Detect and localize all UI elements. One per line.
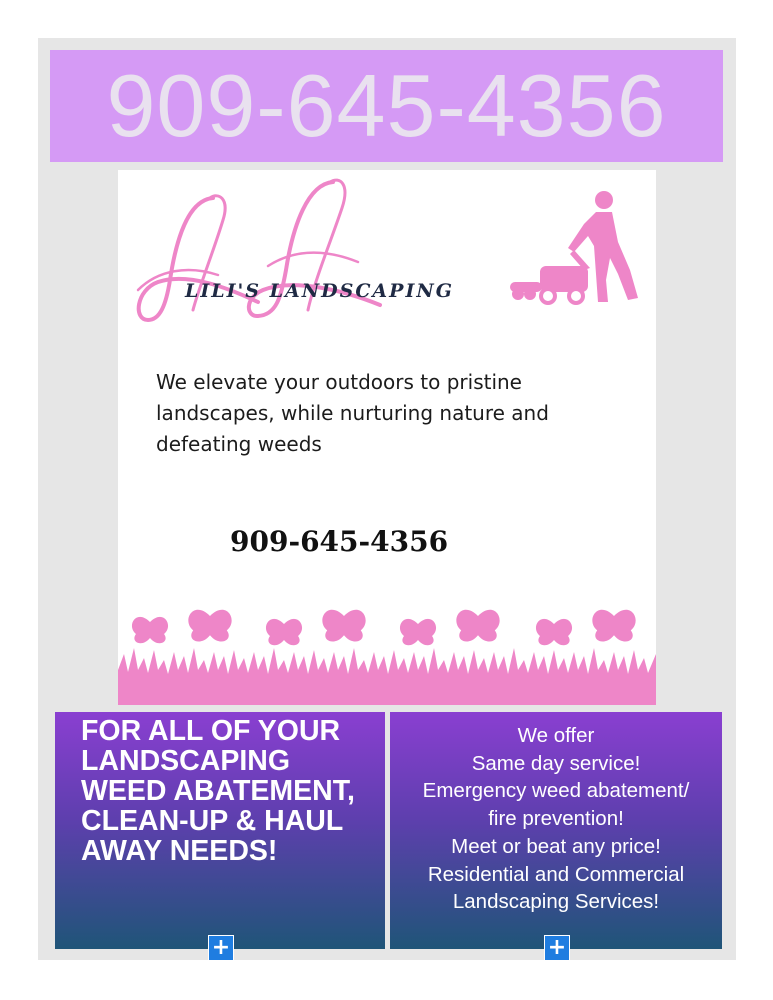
tagline-line: landscapes, while nurturing nature and: [156, 401, 549, 425]
butterfly-icon: [266, 619, 302, 645]
flyer-phone-number: 909-645-4356: [230, 525, 449, 558]
offer-line: fire prevention!: [488, 807, 624, 831]
expand-left-panel-button[interactable]: [208, 935, 234, 961]
tagline-line: defeating weeds: [156, 432, 322, 456]
banner-phone-number: 909-645-4356: [106, 56, 667, 155]
butterfly-row: [132, 610, 636, 645]
headline-line: FOR ALL OF YOUR: [81, 715, 341, 747]
logo-business-name: LILI'S LANDSCAPING: [185, 280, 454, 302]
offers-list: [390, 722, 722, 916]
headline-line: AWAY NEEDS!: [81, 835, 278, 867]
lawn-mower-person-icon: [510, 191, 638, 303]
phone-banner: [50, 50, 723, 162]
offer-line: We offer: [517, 724, 595, 747]
headline-line: CLEAN-UP & HAUL: [81, 805, 344, 837]
plus-icon: +: [547, 935, 567, 960]
headline-line: WEED ABATEMENT,: [81, 775, 355, 807]
butterfly-icon: [132, 617, 168, 643]
butterfly-icon: [456, 610, 499, 642]
services-headline-panel: [55, 712, 385, 949]
tagline: [156, 367, 616, 460]
tagline-line: We elevate your outdoors to pristine: [156, 370, 522, 394]
plus-icon: +: [211, 935, 231, 960]
grass-icon: [118, 648, 656, 705]
offers-panel: [390, 712, 722, 949]
butterfly-icon: [322, 610, 365, 642]
offer-line: Meet or beat any price!: [451, 834, 661, 858]
headline-line: LANDSCAPING: [81, 745, 291, 777]
services-headline: [81, 716, 381, 866]
butterfly-icon: [592, 610, 635, 642]
offer-line: Residential and Commercial: [427, 862, 685, 886]
offer-line: Landscaping Services!: [452, 890, 660, 914]
butterfly-icon: [188, 610, 231, 642]
flyer-card: [118, 170, 656, 705]
butterfly-icon: [400, 619, 436, 645]
expand-right-panel-button[interactable]: [544, 935, 570, 961]
offer-line: Same day service!: [471, 751, 641, 775]
butterfly-icon: [536, 619, 572, 645]
offer-line: Emergency weed abatement/: [422, 779, 690, 803]
